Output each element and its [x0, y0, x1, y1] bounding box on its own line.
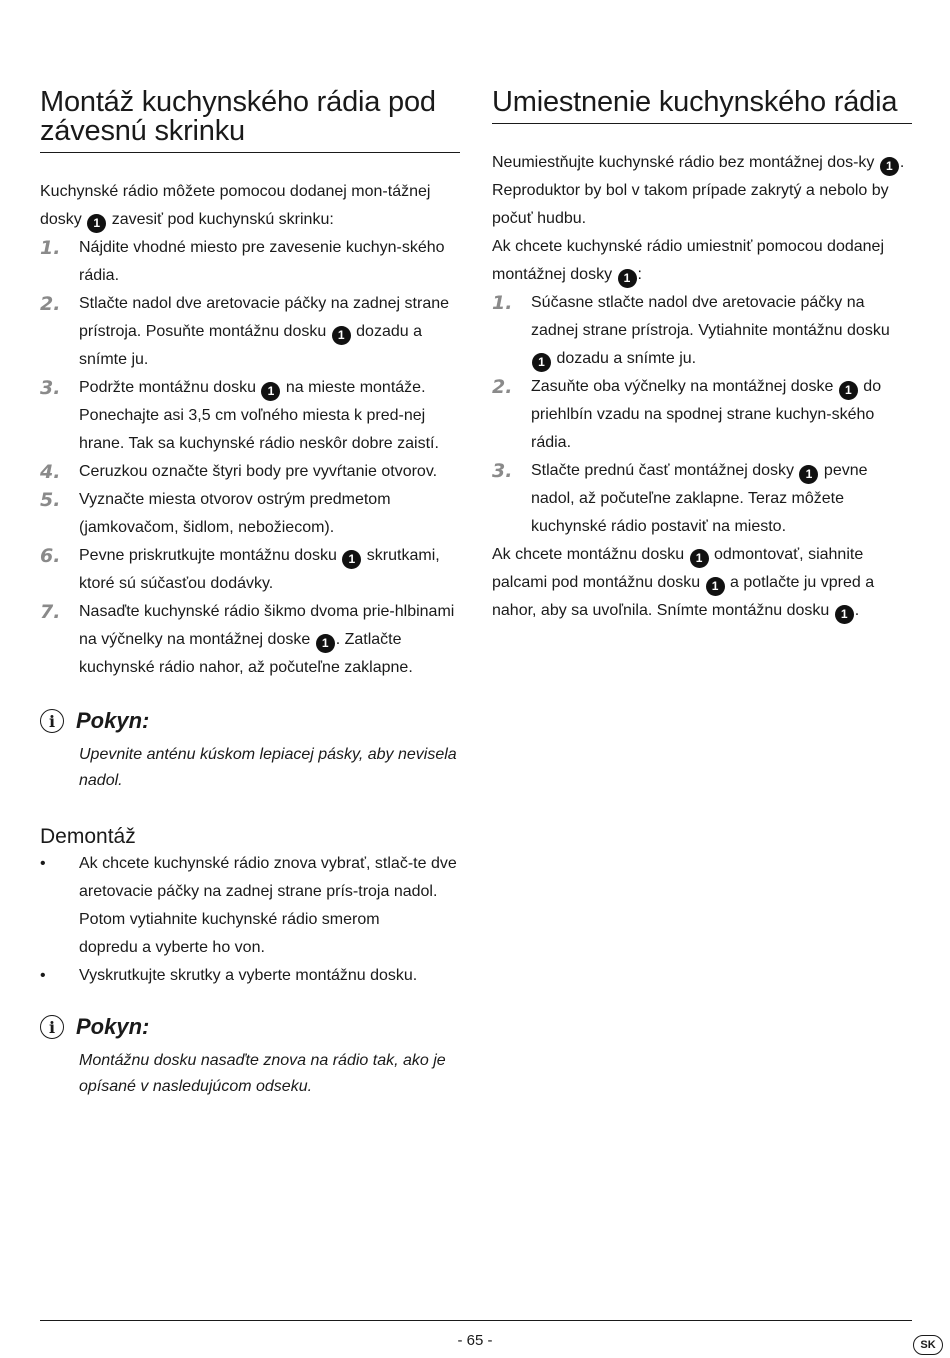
step-number: 1.: [40, 237, 61, 259]
step-number: 6.: [40, 545, 61, 567]
step-number: 7.: [40, 601, 61, 623]
step-item: 4. Ceruzkou označte štyri body pre vyvŕtanie otvorov.: [40, 458, 460, 486]
ref-1-badge: 1: [706, 577, 725, 596]
step-number: 3.: [492, 460, 513, 482]
note-box: [40, 708, 460, 794]
ref-1-badge: 1: [835, 605, 854, 624]
ref-1-badge: 1: [87, 214, 106, 233]
note-title: Pokyn:: [76, 708, 150, 733]
info-icon: i: [40, 1015, 64, 1039]
step-number: 4.: [40, 461, 61, 483]
step-item: 1. Nájdite vhodné miesto pre zavesenie kuchyn-ského rádia.: [40, 234, 460, 290]
step-item: 2. Zasuňte oba výčnelky na montážnej doske 1 do priehlbín vzadu na spodnej strane kuchyn-ského rádia.: [492, 373, 912, 457]
list-item: • Ak chcete kuchynské rádio znova vybrať, stlač-te dve aretovacie páčky na zadnej strane prís-troja nadol. Potom vytiahnite kuchynské rádio smerom dopredu a vyberte ho von.: [40, 850, 460, 962]
step-number: 2.: [492, 376, 513, 398]
step-number: 3.: [40, 377, 61, 399]
note-box: [40, 1014, 460, 1100]
demontaz-heading: Demontáž: [40, 825, 136, 848]
ref-1-badge: 1: [839, 381, 858, 400]
left-steps: [40, 234, 460, 682]
step-number: 5.: [40, 489, 61, 511]
step-item: 2. Stlačte nadol dve aretovacie páčky na zadnej strane prístroja. Posuňte montážnu dosku 1 dozadu a snímte ju.: [40, 290, 460, 374]
ref-1-badge: 1: [532, 353, 551, 372]
info-icon: i: [40, 709, 64, 733]
right-column: [492, 82, 912, 625]
step-item: 6. Pevne priskrutkujte montážnu dosku 1 skrutkami, ktoré sú súčasťou dodávky.: [40, 542, 460, 598]
step-number: 2.: [40, 293, 61, 315]
language-badge: SK: [913, 1335, 943, 1355]
ref-1-badge: 1: [880, 157, 899, 176]
ref-1-badge: 1: [799, 465, 818, 484]
step-item: 5. Vyznačte miesta otvorov ostrým predmetom (jamkovačom, šidlom, nebožiecom).: [40, 486, 460, 542]
note-text: Montážnu dosku nasaďte znova na rádio tak, ako je opísané v nasledujúcom odseku.: [79, 1052, 446, 1095]
step-item: 3. Stlačte prednú časť montážnej dosky 1 pevne nadol, až počuteľne zaklapne. Teraz môžete kuchynské rádio postaviť na miesto.: [492, 457, 912, 541]
right-para-3: Ak chcete montážnu dosku 1 odmontovať, siahnite palcami pod montážnu dosku 1 a potlačte ju vpred a nahor, aby sa uvoľnila. Snímte montážnu dosku 1 .: [492, 541, 912, 625]
right-para-2: Ak chcete kuchynské rádio umiestniť pomocou dodanej montážnej dosky 1 :: [492, 233, 912, 289]
ref-1-badge: 1: [316, 634, 335, 653]
right-steps: [492, 289, 912, 541]
step-number: 1.: [492, 292, 513, 314]
demontaz-list: [40, 850, 460, 990]
step-item: 1. Súčasne stlačte nadol dve aretovacie páčky na zadnej strane prístroja. Vytiahnite montážnu dosku 1 dozadu a snímte ju.: [492, 289, 912, 373]
list-item: • Vyskrutkujte skrutky a vyberte montážnu dosku.: [40, 962, 460, 990]
left-intro: Kuchynské rádio môžete pomocou dodanej mon-tážnej dosky 1 zavesiť pod kuchynskú skrinku:: [40, 178, 460, 234]
left-column: [40, 82, 460, 1100]
footer-divider: [40, 1320, 912, 1321]
note-title: Pokyn:: [76, 1014, 150, 1039]
note-text: Upevnite anténu kúskom lepiacej pásky, aby nevisela nadol.: [79, 746, 457, 789]
left-title: Montáž kuchynského rádia pod závesnú skrinku: [40, 82, 460, 153]
ref-1-badge: 1: [342, 550, 361, 569]
ref-1-badge: 1: [618, 269, 637, 288]
step-item: 7. Nasaďte kuchynské rádio šikmo dvoma prie-hlbinami na výčnelky na montážnej doske 1 . Zatlačte kuchynské rádio nahor, až počuteľne zaklapne.: [40, 598, 460, 682]
ref-1-badge: 1: [261, 382, 280, 401]
page-number: - 65 -: [457, 1332, 493, 1349]
step-item: 3. Podržte montážnu dosku 1 na mieste montáže. Ponechajte asi 3,5 cm voľného miesta k pred-nej hrane. Tak sa kuchynské rádio neskôr dobre zaistí.: [40, 374, 460, 458]
ref-1-badge: 1: [690, 549, 709, 568]
ref-1-badge: 1: [332, 326, 351, 345]
right-para-1: Neumiestňujte kuchynské rádio bez montážnej dos-ky 1 . Reproduktor by bol v takom prípade zakrytý a nebolo by počuť hudbu.: [492, 154, 905, 227]
right-title: Umiestnenie kuchynského rádia: [492, 82, 912, 124]
